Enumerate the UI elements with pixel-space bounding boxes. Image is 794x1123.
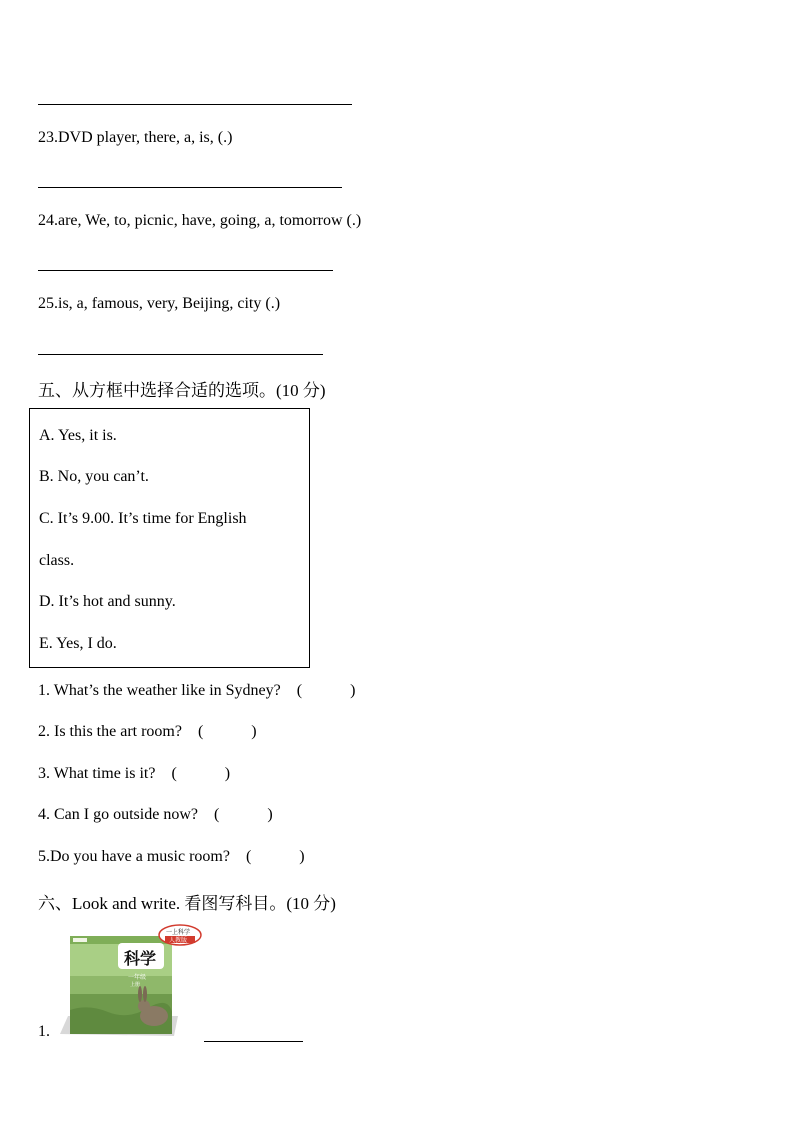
choice-question-text: 4. Can I go outside now?: [38, 806, 198, 823]
choice-question-3: [38, 765, 230, 783]
choice-question-text: 1. What’s the weather like in Sydney?: [38, 682, 281, 699]
choice-question-4: [38, 806, 273, 824]
option-d: D. It’s hot and sunny.: [39, 593, 176, 610]
options-box: [29, 408, 310, 668]
answer-line-25[interactable]: [38, 354, 323, 355]
section-5-heading: 五、从方框中选择合适的选项。(10 分): [38, 381, 326, 400]
question-23: 23.DVD player, there, a, is, (.): [38, 129, 233, 146]
choice-question-5: [38, 848, 305, 866]
option-c: C. It’s 9.00. It’s time for English: [39, 510, 247, 527]
answer-blank[interactable]: ( ): [245, 848, 305, 865]
choice-question-1: [38, 682, 355, 700]
question-24: 24.are, We, to, picnic, have, going, a, tomorrow (.): [38, 212, 362, 229]
choice-question-text: 5.Do you have a music room?: [38, 848, 230, 865]
answer-blank[interactable]: ( ): [213, 806, 273, 823]
question-25: 25.is, a, famous, very, Beijing, city (.): [38, 295, 281, 312]
choice-question-text: 2. Is this the art room?: [38, 723, 182, 740]
book-badge-top: 一上科学: [166, 929, 191, 936]
book-volume: 上册: [130, 982, 141, 988]
section-6-heading: 六、Look and write. 看图写科目。(10 分): [38, 894, 336, 913]
option-e: E. Yes, I do.: [39, 635, 117, 652]
answer-blank[interactable]: ( ): [171, 765, 231, 782]
science-textbook-image: [58, 924, 203, 1039]
answer-line-23[interactable]: [38, 187, 342, 188]
option-c-continued: class.: [39, 552, 75, 569]
answer-line-look-write-1[interactable]: [204, 1041, 303, 1042]
book-title: 科学: [124, 949, 157, 968]
book-badge-bottom: 人教版: [169, 937, 188, 944]
look-write-item-number: 1.: [38, 1023, 50, 1040]
answer-line-22[interactable]: [38, 104, 352, 105]
option-a: A. Yes, it is.: [39, 427, 117, 444]
answer-blank[interactable]: ( ): [296, 682, 356, 699]
answer-line-24[interactable]: [38, 270, 333, 271]
option-b: B. No, you can’t.: [39, 468, 149, 485]
book-grade: 一年级: [128, 974, 147, 981]
answer-blank[interactable]: ( ): [197, 723, 257, 740]
choice-question-text: 3. What time is it?: [38, 765, 156, 782]
choice-question-2: [38, 723, 257, 741]
